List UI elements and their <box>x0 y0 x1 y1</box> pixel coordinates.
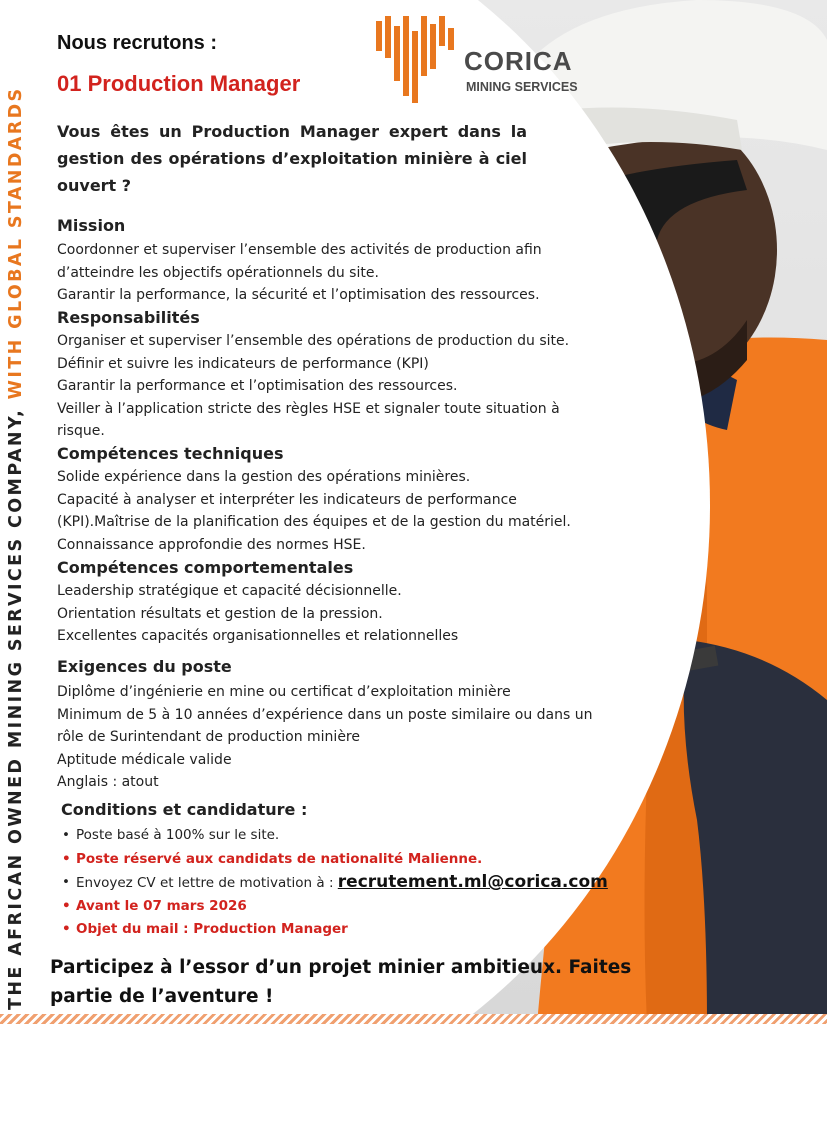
mission-line: Coordonner et superviser l’ensemble des activités de production afin <box>57 242 542 258</box>
decorative-bottom-band <box>0 1014 827 1024</box>
condition-item <box>61 824 608 848</box>
corica-logo <box>376 16 626 106</box>
competences-techniques-line: Connaissance approfondie des normes HSE. <box>57 536 366 553</box>
mission-line: Garantir la performance, la sécurité et l’optimisation des ressources. <box>57 287 540 303</box>
side-banner-main: THE AFRICAN OWNED MINING SERVICES COMPANY, <box>6 407 26 1010</box>
side-banner-accent: WITH GLOBAL STANDARDS <box>6 86 26 400</box>
logo-subtitle: MINING SERVICES <box>466 80 578 94</box>
competences-techniques-body <box>57 466 571 556</box>
closing-message: Participez à l’essor d’un projet minier ambitieux. Faites partie de l’aventure ! <box>50 957 632 1007</box>
mission-title: Mission <box>57 216 126 235</box>
responsabilites-line: Organiser et superviser l’ensemble des opérations de production du site. <box>57 333 570 349</box>
exigences-line: Diplôme d’ingénierie en mine ou certificat d’exploitation minière <box>57 684 511 700</box>
side-banner <box>6 86 26 1010</box>
job-title: 01 Production Manager <box>57 71 301 96</box>
exigences-title: Exigences du poste <box>57 657 232 676</box>
responsabilites-line: Veiller à l’application stricte des règles HSE et signaler toute situation à <box>57 400 560 417</box>
exigences-line: rôle de Surintendant de production minière <box>57 729 360 745</box>
responsabilites-line: Définir et suivre les indicateurs de performance (KPI) <box>57 355 429 372</box>
responsabilites-line: Garantir la performance et l’optimisation des ressources. <box>57 378 458 394</box>
competences-comportementales-title: Compétences comportementales <box>57 558 354 577</box>
condition-text: Poste basé à 100% sur le site. <box>76 827 280 843</box>
responsabilites-line: risque. <box>57 423 105 439</box>
competences-techniques-line: (KPI).Maîtrise de la planification des équipes et de la gestion du matériel. <box>57 514 571 530</box>
competences-techniques-line: Capacité à analyser et interpréter les indicateurs de performance <box>57 491 517 508</box>
exigences-line: Anglais : atout <box>57 774 159 790</box>
email-link[interactable]: recrutement.ml@corica.com <box>337 872 608 892</box>
mission-line: d’atteindre les objectifs opérationnels du site. <box>57 264 379 281</box>
condition-item <box>61 895 608 919</box>
condition-text: Avant le 07 mars 2026 <box>76 897 247 914</box>
conditions-title: Conditions et candidature : <box>61 800 308 819</box>
intro-question: Vous êtes un Production Manager expert dans la gestion des opérations d’exploitation minière à ciel ouvert ? <box>57 122 527 195</box>
competences-comportementales-line: Orientation résultats et gestion de la pression. <box>57 605 383 622</box>
exigences-line: Aptitude médicale valide <box>57 751 232 768</box>
mission-body <box>57 239 542 307</box>
exigences-line: Minimum de 5 à 10 années d’expérience dans un poste similaire ou dans un <box>57 706 593 723</box>
responsabilites-title: Responsabilités <box>57 308 200 327</box>
corica-logo-mark-icon <box>376 16 456 106</box>
responsabilites-body <box>57 330 569 443</box>
condition-item <box>61 871 608 895</box>
condition-text: Envoyez CV et lettre de motivation à : <box>76 875 338 891</box>
condition-item <box>61 918 608 942</box>
logo-name: CORICA <box>464 46 573 76</box>
competences-techniques-title: Compétences techniques <box>57 444 284 463</box>
condition-text: Objet du mail : Production Manager <box>76 921 348 937</box>
competences-comportementales-body <box>57 580 458 648</box>
competences-comportementales-line: Excellentes capacités organisationnelles et relationnelles <box>57 628 459 644</box>
exigences-body <box>57 681 593 794</box>
competences-comportementales-line: Leadership stratégique et capacité décisionnelle. <box>57 583 402 599</box>
competences-techniques-line: Solide expérience dans la gestion des opérations minières. <box>57 469 471 485</box>
condition-text: Poste réservé aux candidats de nationalité Malienne. <box>76 850 483 867</box>
page-title: Nous recrutons : <box>57 32 218 54</box>
conditions-list <box>61 824 608 942</box>
condition-item <box>61 848 608 872</box>
